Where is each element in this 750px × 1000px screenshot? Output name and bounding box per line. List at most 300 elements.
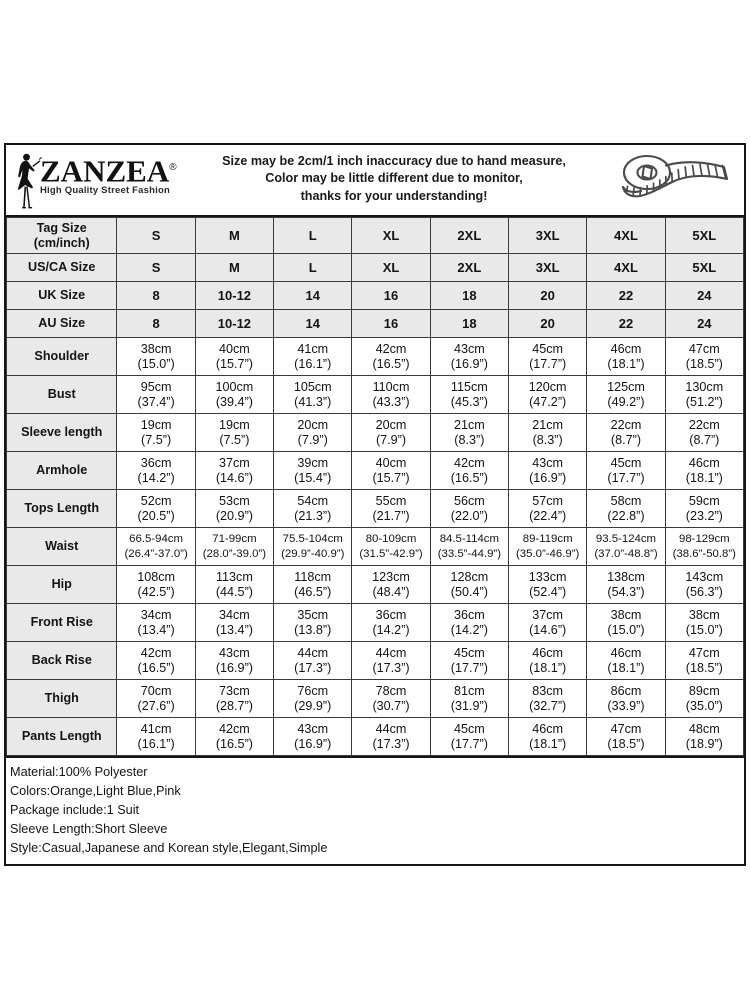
value-cm: 45cm (532, 341, 564, 356)
value-cm: 37cm (532, 607, 564, 622)
value-inch: (14.2”) (372, 622, 410, 637)
value-inch: (31.9”) (450, 698, 488, 713)
cell-sleeve-length-7 (587, 414, 665, 452)
cell-us-ca-3: L (274, 254, 352, 282)
row-label-armhole: Armhole (7, 452, 117, 490)
value-cm: 39cm (297, 455, 329, 470)
cell-armhole-3 (274, 452, 352, 490)
value-inch: (33.5”-44.9”) (437, 547, 501, 560)
row-label-bust: Bust (7, 376, 117, 414)
cell-au-3: 14 (274, 310, 352, 338)
row-label-us-ca-size: US/CA Size (7, 254, 117, 282)
brand-text (40, 153, 177, 196)
cell-shoulder-8 (665, 338, 743, 376)
cell-tag-size-5xl: 5XL (665, 218, 743, 254)
cell-back-rise-3 (274, 642, 352, 680)
table-row-sleeve-length (7, 414, 744, 452)
value-inch: (51.2”) (685, 394, 723, 409)
cell-shoulder-6 (509, 338, 587, 376)
cell-us-ca-7: 4XL (587, 254, 665, 282)
detail-material: Material:100% Polyester (10, 765, 148, 779)
value-cm: 138cm (607, 569, 645, 584)
value-inch: (28.7”) (215, 698, 253, 713)
value-inch: (13.4”) (215, 622, 253, 637)
table-row-tops-length (7, 490, 744, 528)
value-inch: (22.4”) (529, 508, 567, 523)
detail-style: Style:Casual,Japanese and Korean style,Elegant,Simple (10, 841, 328, 855)
value-cm: 53cm (219, 493, 250, 508)
value-inch: (16.5”) (450, 470, 488, 485)
value-inch: (22.8”) (607, 508, 645, 523)
value-cm: 45cm (453, 721, 485, 736)
value-inch: (16.9”) (294, 736, 332, 751)
cell-armhole-6 (509, 452, 587, 490)
notice-line-1: Size may be 2cm/1 inch inaccuracy due to hand measure, (222, 153, 566, 168)
brand-tagline: High Quality Street Fashion (40, 185, 170, 197)
value-inch: (16.5”) (215, 736, 253, 751)
cell-shoulder-7 (587, 338, 665, 376)
size-chart-table (6, 217, 744, 756)
detail-sleeve-length: Sleeve Length:Short Sleeve (10, 822, 168, 836)
value-cm: 42cm (375, 341, 407, 356)
cell-bust-8 (665, 376, 743, 414)
value-inch: (7.9”) (297, 432, 328, 447)
cell-pants-length-7 (587, 718, 665, 756)
cell-hip-4 (352, 566, 430, 604)
value-cm: 35cm (297, 607, 329, 622)
value-inch: (17.7”) (529, 356, 567, 371)
row-label-sleeve-length: Sleeve length (7, 414, 117, 452)
value-inch: (26.4”-37.0”) (124, 547, 188, 560)
cell-au-8: 24 (665, 310, 743, 338)
cell-sleeve-length-1 (117, 414, 195, 452)
value-inch: (21.3”) (294, 508, 332, 523)
cell-back-rise-5 (430, 642, 508, 680)
cell-hip-8 (665, 566, 743, 604)
value-cm: 125cm (607, 379, 645, 394)
value-cm: 22cm (610, 417, 642, 432)
value-cm: 21cm (532, 417, 564, 432)
cell-hip-7 (587, 566, 665, 604)
value-cm: 81cm (453, 683, 485, 698)
row-label-tag-size (7, 218, 117, 254)
value-cm: 36cm (140, 455, 172, 470)
cell-tops-length-8 (665, 490, 743, 528)
cell-armhole-8 (665, 452, 743, 490)
registered-mark: ® (169, 162, 177, 173)
value-inch: (29.9”) (294, 698, 332, 713)
row-label-line-2: (cm/inch) (33, 235, 90, 250)
value-cm: 44cm (297, 645, 329, 660)
value-inch: (28.0”-39.0”) (202, 547, 267, 560)
cell-tag-size-l: L (274, 218, 352, 254)
cell-waist-1 (117, 528, 195, 566)
cell-pants-length-5 (430, 718, 508, 756)
value-cm: 59cm (688, 493, 720, 508)
cell-armhole-2 (195, 452, 273, 490)
row-label-pants-length: Pants Length (7, 718, 117, 756)
value-inch: (52.4”) (529, 584, 567, 599)
row-label-shoulder: Shoulder (7, 338, 117, 376)
value-inch: (18.1”) (607, 356, 645, 371)
value-inch: (54.3”) (607, 584, 645, 599)
value-inch: (45.3”) (450, 394, 488, 409)
cell-hip-2 (195, 566, 273, 604)
value-inch: (16.5”) (137, 660, 175, 675)
cell-sleeve-length-4 (352, 414, 430, 452)
table-row-front-rise (7, 604, 744, 642)
row-label-tops-length: Tops Length (7, 490, 117, 528)
cell-bust-3 (274, 376, 352, 414)
cell-thigh-2 (195, 680, 273, 718)
cell-tops-length-4 (352, 490, 430, 528)
value-cm: 52cm (140, 493, 172, 508)
value-cm: 34cm (140, 607, 172, 622)
value-inch: (16.9”) (529, 470, 567, 485)
value-inch: (41.3”) (294, 394, 332, 409)
cell-tops-length-5 (430, 490, 508, 528)
value-inch: (21.7”) (372, 508, 410, 523)
cell-pants-length-2 (195, 718, 273, 756)
cell-tag-size-3xl: 3XL (509, 218, 587, 254)
value-cm: 36cm (453, 607, 485, 622)
value-inch: (8.7”) (610, 432, 642, 447)
value-inch: (23.2”) (685, 508, 723, 523)
cell-uk-8: 24 (665, 282, 743, 310)
row-label-au-size: AU Size (7, 310, 117, 338)
cell-bust-2 (195, 376, 273, 414)
cell-au-6: 20 (509, 310, 587, 338)
value-cm: 40cm (219, 341, 250, 356)
value-inch: (13.4”) (137, 622, 175, 637)
value-inch: (18.1”) (607, 660, 645, 675)
value-inch: (16.9”) (450, 356, 488, 371)
cell-shoulder-1 (117, 338, 195, 376)
value-cm: 113cm (215, 569, 253, 584)
cell-tops-length-1 (117, 490, 195, 528)
cell-bust-4 (352, 376, 430, 414)
value-inch: (35.0”-46.9”) (516, 547, 580, 560)
cell-us-ca-8: 5XL (665, 254, 743, 282)
cell-thigh-8 (665, 680, 743, 718)
cell-back-rise-2 (195, 642, 273, 680)
cell-back-rise-1 (117, 642, 195, 680)
cell-tag-size-s: S (117, 218, 195, 254)
value-cm: 46cm (610, 645, 642, 660)
cell-armhole-4 (352, 452, 430, 490)
cell-back-rise-8 (665, 642, 743, 680)
cell-waist-6 (509, 528, 587, 566)
cell-au-4: 16 (352, 310, 430, 338)
table-row-au-size (7, 310, 744, 338)
cell-front-rise-4 (352, 604, 430, 642)
value-inch: (20.5”) (137, 508, 175, 523)
value-cm: 36cm (375, 607, 407, 622)
row-label-front-rise: Front Rise (7, 604, 117, 642)
brand-name: ZANZEA® (40, 153, 177, 189)
value-cm: 21cm (453, 417, 485, 432)
cell-tops-length-7 (587, 490, 665, 528)
value-cm: 100cm (215, 379, 254, 394)
value-cm: 19cm (219, 417, 250, 432)
value-inch: (37.0”-48.8”) (594, 547, 658, 560)
value-cm: 133cm (528, 569, 567, 584)
cell-au-5: 18 (430, 310, 508, 338)
value-inch: (33.9”) (607, 698, 645, 713)
value-inch: (16.5”) (372, 356, 410, 371)
value-inch: (16.9”) (215, 660, 253, 675)
value-cm: 84.5-114cm (439, 532, 499, 545)
row-label-back-rise: Back Rise (7, 642, 117, 680)
value-cm: 89-119cm (522, 532, 573, 545)
measuring-tape-icon (604, 152, 744, 208)
notice-line-3: thanks for your understanding! (300, 188, 488, 203)
cell-sleeve-length-5 (430, 414, 508, 452)
cell-bust-7 (587, 376, 665, 414)
cell-waist-5 (430, 528, 508, 566)
cell-shoulder-2 (195, 338, 273, 376)
value-cm: 78cm (375, 683, 407, 698)
value-cm: 19cm (140, 417, 172, 432)
value-inch: (17.7”) (607, 470, 645, 485)
cell-us-ca-4: XL (352, 254, 430, 282)
table-row-armhole (7, 452, 744, 490)
cell-uk-2: 10-12 (195, 282, 273, 310)
cell-tag-size-m: M (195, 218, 273, 254)
value-inch: (15.7”) (372, 470, 410, 485)
cell-front-rise-8 (665, 604, 743, 642)
cell-front-rise-6 (509, 604, 587, 642)
cell-uk-1: 8 (117, 282, 195, 310)
value-inch: (31.5”-42.9”) (359, 547, 423, 560)
cell-hip-5 (430, 566, 508, 604)
value-inch: (17.3”) (372, 736, 410, 751)
value-cm: 83cm (532, 683, 564, 698)
value-inch: (22.0”) (450, 508, 488, 523)
value-inch: (42.5”) (137, 584, 175, 599)
cell-au-2: 10-12 (195, 310, 273, 338)
cell-uk-6: 20 (509, 282, 587, 310)
cell-hip-3 (274, 566, 352, 604)
cell-waist-2 (195, 528, 273, 566)
value-cm: 56cm (453, 493, 485, 508)
value-cm: 46cm (610, 341, 642, 356)
brand-logo (6, 151, 184, 209)
cell-back-rise-6 (509, 642, 587, 680)
cell-tag-size-2xl: 2XL (430, 218, 508, 254)
value-cm: 34cm (219, 607, 250, 622)
value-cm: 108cm (137, 569, 175, 584)
value-cm: 93.5-124cm (595, 532, 657, 545)
row-label-waist: Waist (7, 528, 117, 566)
cell-pants-length-4 (352, 718, 430, 756)
value-cm: 46cm (532, 645, 564, 660)
value-inch: (15.0”) (137, 356, 175, 371)
value-inch: (56.3”) (685, 584, 723, 599)
cell-au-7: 22 (587, 310, 665, 338)
cell-us-ca-1: S (117, 254, 195, 282)
value-inch: (15.7”) (215, 356, 253, 371)
value-cm: 47cm (688, 645, 720, 660)
value-cm: 105cm (293, 379, 332, 394)
value-inch: (46.5”) (294, 584, 332, 599)
cell-uk-3: 14 (274, 282, 352, 310)
row-label-uk-size: UK Size (7, 282, 117, 310)
notice-line-2: Color may be little different due to monitor, (265, 171, 523, 186)
value-inch: (30.7”) (372, 698, 410, 713)
cell-sleeve-length-8 (665, 414, 743, 452)
table-row-shoulder (7, 338, 744, 376)
value-cm: 123cm (372, 569, 410, 584)
value-inch: (17.7”) (450, 660, 488, 675)
value-cm: 75.5-104cm (282, 532, 343, 545)
row-label-hip: Hip (7, 566, 117, 604)
value-inch: (49.2”) (607, 394, 645, 409)
value-cm: 42cm (453, 455, 485, 470)
value-cm: 38cm (610, 607, 642, 622)
value-inch: (7.9”) (375, 432, 407, 447)
cell-tag-size-xl: XL (352, 218, 430, 254)
chart-header-banner (6, 145, 744, 217)
cell-sleeve-length-3 (274, 414, 352, 452)
value-inch: (16.1”) (137, 736, 175, 751)
cell-thigh-3 (274, 680, 352, 718)
cell-uk-5: 18 (430, 282, 508, 310)
value-inch: (18.1”) (529, 736, 567, 751)
cell-tops-length-3 (274, 490, 352, 528)
cell-au-1: 8 (117, 310, 195, 338)
cell-front-rise-5 (430, 604, 508, 642)
detail-package: Package include:1 Suit (10, 803, 140, 817)
cell-pants-length-1 (117, 718, 195, 756)
value-inch: (17.7”) (450, 736, 488, 751)
value-cm: 45cm (610, 455, 642, 470)
table-row-uk-size (7, 282, 744, 310)
value-cm: 42cm (219, 721, 250, 736)
value-cm: 38cm (140, 341, 172, 356)
value-cm: 40cm (375, 455, 407, 470)
value-cm: 110cm (372, 379, 410, 394)
value-cm: 46cm (688, 455, 720, 470)
cell-us-ca-5: 2XL (430, 254, 508, 282)
cell-armhole-7 (587, 452, 665, 490)
value-inch: (17.3”) (372, 660, 410, 675)
cell-sleeve-length-6 (509, 414, 587, 452)
value-cm: 58cm (610, 493, 642, 508)
value-inch: (15.0”) (685, 622, 723, 637)
value-cm: 20cm (375, 417, 407, 432)
cell-armhole-5 (430, 452, 508, 490)
value-cm: 95cm (140, 379, 172, 394)
cell-waist-4 (352, 528, 430, 566)
value-inch: (32.7”) (529, 698, 567, 713)
cell-armhole-1 (117, 452, 195, 490)
value-inch: (38.6”-50.8”) (672, 547, 736, 560)
value-inch: (18.1”) (685, 470, 723, 485)
cell-bust-1 (117, 376, 195, 414)
value-inch: (18.5”) (685, 660, 723, 675)
value-cm: 71-99cm (212, 532, 257, 545)
cell-pants-length-6 (509, 718, 587, 756)
value-cm: 143cm (685, 569, 724, 584)
cell-shoulder-5 (430, 338, 508, 376)
cell-thigh-6 (509, 680, 587, 718)
cell-thigh-4 (352, 680, 430, 718)
value-inch: (48.4”) (372, 584, 410, 599)
cell-thigh-1 (117, 680, 195, 718)
value-cm: 22cm (688, 417, 720, 432)
cell-back-rise-4 (352, 642, 430, 680)
size-chart-sheet (4, 143, 746, 866)
cell-front-rise-7 (587, 604, 665, 642)
value-inch: (15.4”) (294, 470, 332, 485)
table-row-pants-length (7, 718, 744, 756)
value-cm: 66.5-94cm (129, 532, 183, 545)
table-row-tag-size (7, 218, 744, 254)
cell-pants-length-8 (665, 718, 743, 756)
value-cm: 115cm (450, 379, 488, 394)
value-cm: 128cm (450, 569, 489, 584)
cell-hip-6 (509, 566, 587, 604)
value-inch: (8.7”) (689, 432, 720, 447)
value-cm: 54cm (297, 493, 329, 508)
table-body (7, 218, 744, 756)
value-cm: 37cm (219, 455, 250, 470)
value-inch: (47.2”) (529, 394, 567, 409)
value-cm: 47cm (610, 721, 642, 736)
value-cm: 41cm (297, 341, 329, 356)
cell-shoulder-4 (352, 338, 430, 376)
value-inch: (14.2”) (137, 470, 175, 485)
value-cm: 43cm (297, 721, 329, 736)
value-inch: (44.5”) (215, 584, 253, 599)
detail-colors: Colors:Orange,Light Blue,Pink (10, 784, 181, 798)
value-inch: (18.1”) (529, 660, 567, 675)
value-inch: (15.0”) (607, 622, 645, 637)
value-cm: 43cm (532, 455, 564, 470)
cell-sleeve-length-2 (195, 414, 273, 452)
value-cm: 70cm (140, 683, 172, 698)
value-inch: (18.5”) (607, 736, 645, 751)
value-cm: 57cm (532, 493, 564, 508)
cell-bust-5 (430, 376, 508, 414)
woman-silhouette-icon (12, 151, 42, 209)
value-cm: 38cm (688, 607, 720, 622)
value-inch: (50.4”) (450, 584, 488, 599)
value-cm: 43cm (219, 645, 250, 660)
cell-tag-size-4xl: 4XL (587, 218, 665, 254)
value-cm: 46cm (532, 721, 564, 736)
value-cm: 48cm (688, 721, 720, 736)
cell-tops-length-6 (509, 490, 587, 528)
table-row-us-ca-size (7, 254, 744, 282)
product-details-footer (6, 756, 744, 864)
value-inch: (17.3”) (294, 660, 332, 675)
value-cm: 86cm (610, 683, 642, 698)
cell-bust-6 (509, 376, 587, 414)
value-inch: (14.6”) (529, 622, 567, 637)
value-inch: (18.5”) (685, 356, 723, 371)
value-cm: 45cm (453, 645, 485, 660)
value-cm: 118cm (294, 569, 332, 584)
value-inch: (43.3”) (372, 394, 410, 409)
value-cm: 47cm (688, 341, 720, 356)
value-cm: 80-109cm (365, 532, 417, 545)
value-inch: (37.4”) (137, 394, 175, 409)
table-row-waist (7, 528, 744, 566)
value-inch: (7.5”) (219, 432, 250, 447)
value-cm: 73cm (219, 683, 250, 698)
